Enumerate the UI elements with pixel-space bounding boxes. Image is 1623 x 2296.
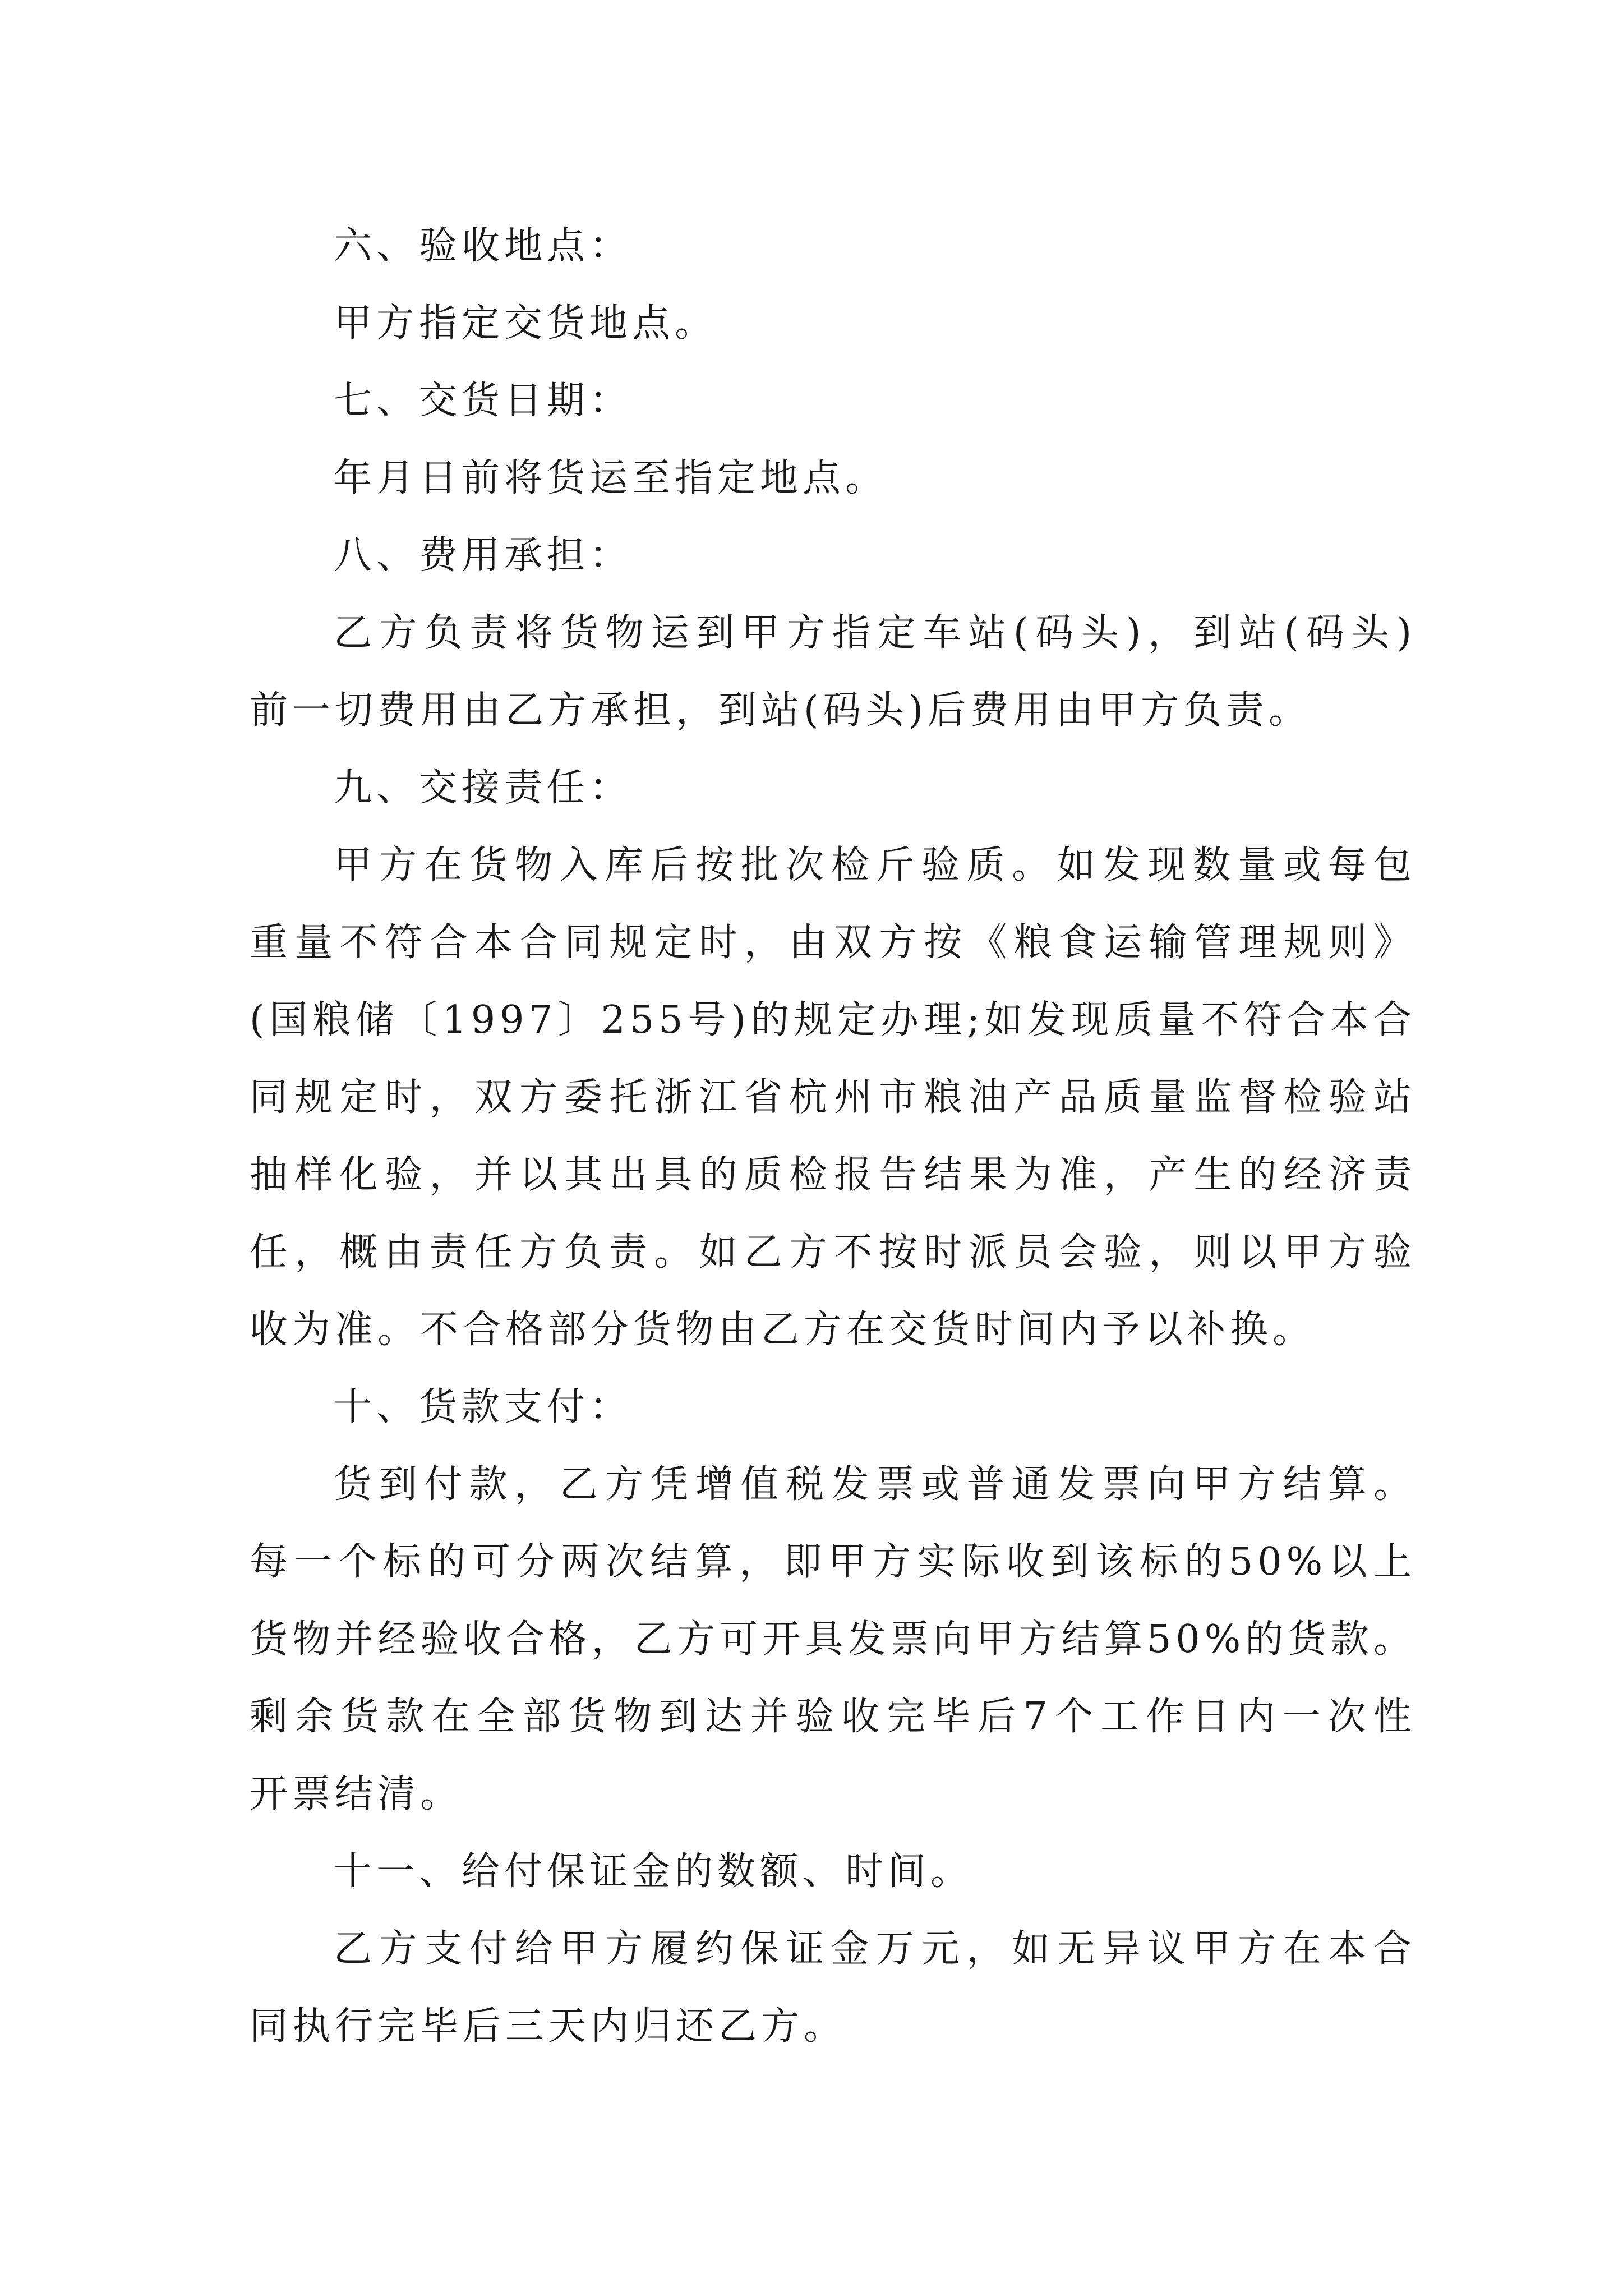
text-line: 重量不符合本合同规定时，由双方按《粮食运输管理规则》 (250, 921, 1416, 965)
text-line: 八、费用承担： (334, 533, 633, 578)
text-line: (国粮储〔1997〕255号)的规定办理;如发现质量不符合本合 (250, 998, 1416, 1042)
text-lines (250, 208, 1416, 2065)
text-line: 乙方支付给甲方履约保证金万元，如无异议甲方在本合 (334, 1927, 1416, 1971)
text-line: 同规定时，双方委托浙江省杭州市粮油产品质量监督检验站 (250, 1075, 1416, 1120)
text-line: 九、交接责任： (334, 766, 633, 810)
text-line: 七、交货日期： (334, 379, 633, 423)
text-line: 收为准。不合格部分货物由乙方在交货时间内予以补换。 (250, 1308, 1316, 1352)
text-line: 乙方负责将货物运到甲方指定车站(码头)，到站(码头) (334, 611, 1416, 655)
text-line: 剩余货款在全部货物到达并验收完毕后7个工作日内一次性 (250, 1695, 1416, 1739)
text-line: 十、货款支付： (334, 1385, 633, 1429)
text-line: 抽样化验，并以其出具的质检报告结果为准，产生的经济责 (250, 1153, 1416, 1197)
text-line: 六、验收地点： (334, 224, 633, 268)
text-line: 任，概由责任方负责。如乙方不按时派员会验，则以甲方验 (250, 1230, 1416, 1274)
text-line: 每一个标的可分两次结算，即甲方实际收到该标的50%以上 (250, 1540, 1416, 1584)
text-line: 开票结清。 (250, 1772, 463, 1816)
text-line: 货到付款，乙方凭增值税发票或普通发票向甲方结算。 (334, 1462, 1416, 1507)
text-line: 货物并经验收合格，乙方可开具发票向甲方结算50%的货款。 (250, 1617, 1416, 1662)
document-body (250, 208, 1416, 2065)
text-line: 年月日前将货运至指定地点。 (334, 456, 888, 500)
text-line: 十一、给付保证金的数额、时间。 (334, 1849, 974, 1894)
text-line: 甲方指定交货地点。 (334, 301, 718, 346)
text-line: 甲方在货物入库后按批次检斤验质。如发现数量或每包 (334, 843, 1416, 887)
text-line: 同执行完毕后三天内归还乙方。 (250, 2004, 847, 2049)
text-line: 前一切费用由乙方承担，到站(码头)后费用由甲方负责。 (250, 688, 1312, 733)
